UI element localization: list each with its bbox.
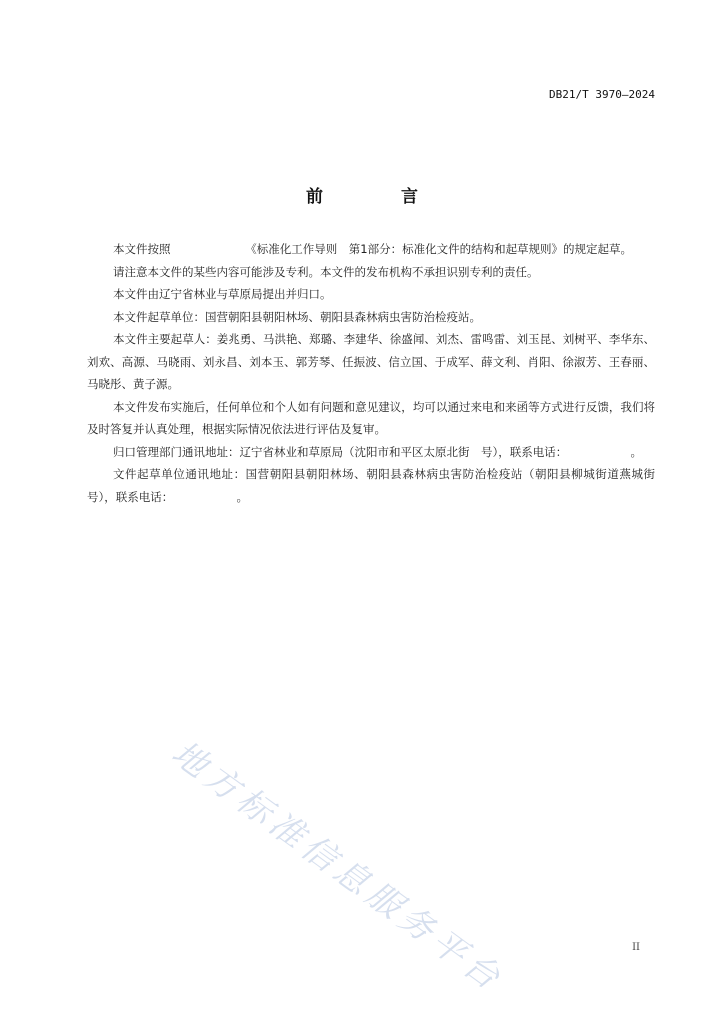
paragraph-proposer: 本文件由辽宁省林业与草原局提出并归口。 (113, 287, 332, 301)
paragraph-drafting-basis: 本文件按照 《标准化工作导则 第1部分：标准化文件的结构和起草规则》的规定起草。 (113, 242, 633, 256)
paragraph-feedback: 本文件发布实施后，任何单位和个人如有问题和意见建议，均可以通过来电和来函等方式进行反馈，我们将及时答复并认真处理，根据实际情况依法进行评估及复审。 (87, 399, 655, 436)
paragraph-drafter-address: 文件起草单位通讯地址：国营朝阳县朝阳林场、朝阳县森林病虫害防治检疫站（朝阳县柳城街道燕城街 号），联系电话： 。 (87, 467, 667, 504)
standard-code: DB21/T 3970—2024 (549, 88, 655, 101)
paragraph-drafters: 本文件主要起草人：姜兆勇、马洪艳、郑璐、李建华、徐盛闻、刘杰、雷鸣雷、刘玉昆、刘树平、李华东、刘欢、高源、马晓雨、刘永昌、刘本玉、郭芳琴、任振波、信立国、于成军、薛文利、肖阳、徐淑芳、王春丽、马晓彤、黄子源。 (87, 332, 655, 391)
watermark: 地方标准信息服务平台 (164, 733, 512, 1001)
page-number: II (632, 942, 640, 953)
paragraph-authority-address: 归口管理部门通讯地址：辽宁省林业和草原局（沈阳市和平区太原北街 号），联系电话： 。 (113, 444, 642, 459)
document-body (87, 238, 667, 508)
paragraph-drafting-units: 本文件起草单位：国营朝阳县朝阳林场、朝阳县森林病虫害防治检疫站。 (113, 309, 481, 324)
page-title: 前 言 (306, 187, 454, 207)
paragraph-patent-notice: 请注意本文件的某些内容可能涉及专利。本文件的发布机构不承担识别专利的责任。 (113, 264, 539, 279)
